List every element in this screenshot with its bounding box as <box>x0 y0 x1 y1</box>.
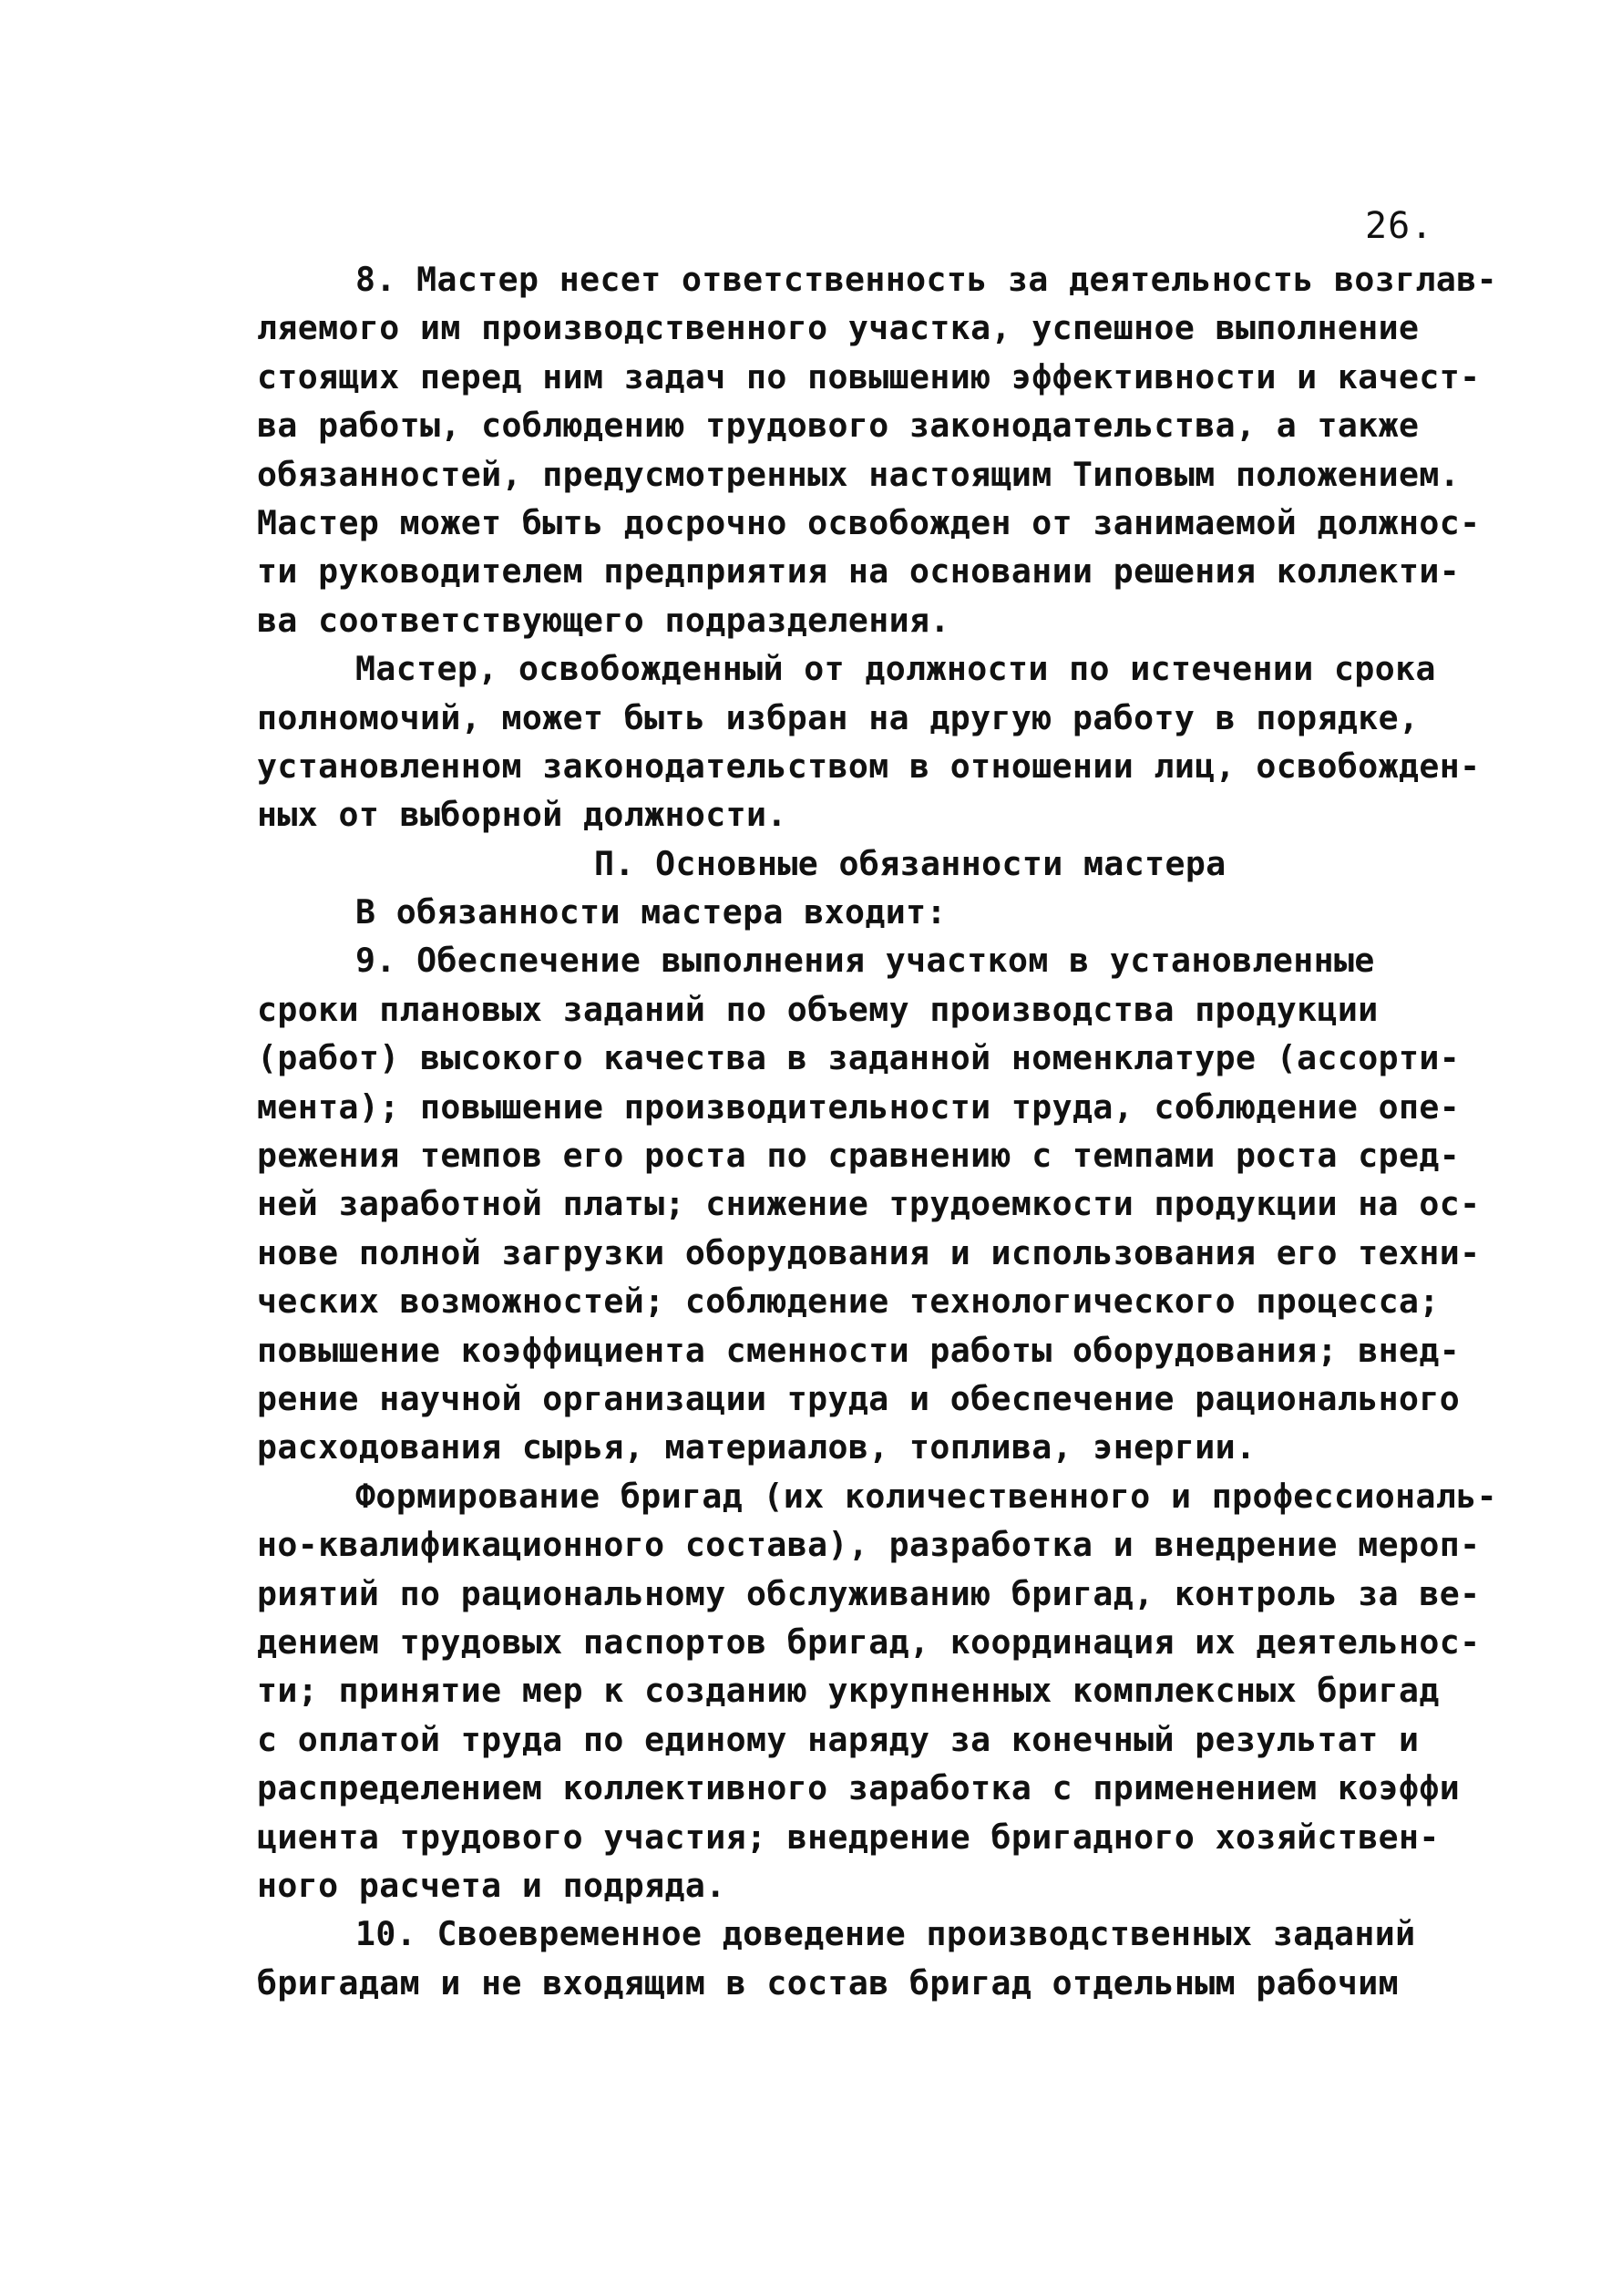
text-line: рение научной организации труда и обеспечение рационального <box>257 1378 1461 1418</box>
text-line: 10. Своевременное доведение производственных заданий <box>355 1914 1416 1954</box>
text-line: ти руководителем предприятия на основании решения коллекти- <box>257 551 1461 592</box>
text-line: ческих возможностей; соблюдение технологического процесса; <box>257 1282 1440 1322</box>
text-line: Мастер, освобожденный от должности по истечении срока <box>355 649 1436 689</box>
text-line: ляемого им производственного участка, успешное выполнение <box>257 308 1420 348</box>
text-line: Мастер может быть досрочно освобожден от занимаемой должнос- <box>257 502 1481 542</box>
text-line: стоящих перед ним задач по повышению эффективности и качест- <box>257 356 1481 396</box>
text-line: но-квалификационного состава), разработка и внедрение мероп- <box>257 1525 1481 1565</box>
page-number: 26. <box>1365 205 1434 247</box>
text-line: ней заработной платы; снижение трудоемкости продукции на ос- <box>257 1184 1481 1224</box>
text-line: дением трудовых паспортов бригад, координация их деятельнос- <box>257 1622 1481 1662</box>
text-line: распределением коллективного заработка с применением коэффи <box>257 1768 1461 1808</box>
text-line: В обязанности мастера входит: <box>355 892 947 932</box>
text-line: 9. Обеспечение выполнения участком в установленные <box>355 941 1375 981</box>
text-line: обязанностей, предусмотренных настоящим Типовым положением. <box>257 454 1461 494</box>
text-line: риятий по рациональному обслуживанию бригад, контроль за ве- <box>257 1573 1481 1613</box>
text-line: ти; принятие мер к созданию укрупненных комплексных бригад <box>257 1671 1440 1711</box>
text-line: мента); повышение производительности труда, соблюдение опе- <box>257 1086 1461 1127</box>
text-line: установленном законодательством в отношении лиц, освобожден- <box>257 746 1481 786</box>
text-line: с оплатой труда по единому наряду за конечный результат и <box>257 1719 1420 1759</box>
text-line: ного расчета и подряда. <box>257 1865 726 1905</box>
text-line: сроки плановых заданий по объему производства продукции <box>257 989 1379 1029</box>
text-line: ва соответствующего подразделения. <box>257 600 950 640</box>
text-line: 8. Мастер несет ответственность за деятельность возглав- <box>355 260 1497 299</box>
text-line: полномочий, может быть избран на другую работу в порядке, <box>257 697 1420 737</box>
text-line: циента трудового участия; внедрение бригадного хозяйствен- <box>257 1817 1440 1857</box>
text-line: (работ) высокого качества в заданной номенклатуре (ассорти- <box>257 1038 1461 1078</box>
text-line: повышение коэффициента сменности работы оборудования; внед- <box>257 1330 1461 1370</box>
text-line: режения темпов его роста по сравнению с темпами роста сред- <box>257 1136 1461 1176</box>
text-line: ва работы, соблюдению трудового законодательства, а также <box>257 406 1420 446</box>
text-line: Формирование бригад (их количественного и профессиональ- <box>355 1476 1497 1516</box>
text-line: расходования сырья, материалов, топлива, энергии. <box>257 1427 1257 1467</box>
text-line: нове полной загрузки оборудования и использования его техни- <box>257 1232 1481 1272</box>
section-heading: П. Основные обязанности мастера <box>594 843 1226 883</box>
body-text <box>257 255 1497 2007</box>
text-line: ных от выборной должности. <box>257 795 787 835</box>
text-line: бригадам и не входящим в состав бригад отдельным рабочим <box>257 1962 1399 2003</box>
